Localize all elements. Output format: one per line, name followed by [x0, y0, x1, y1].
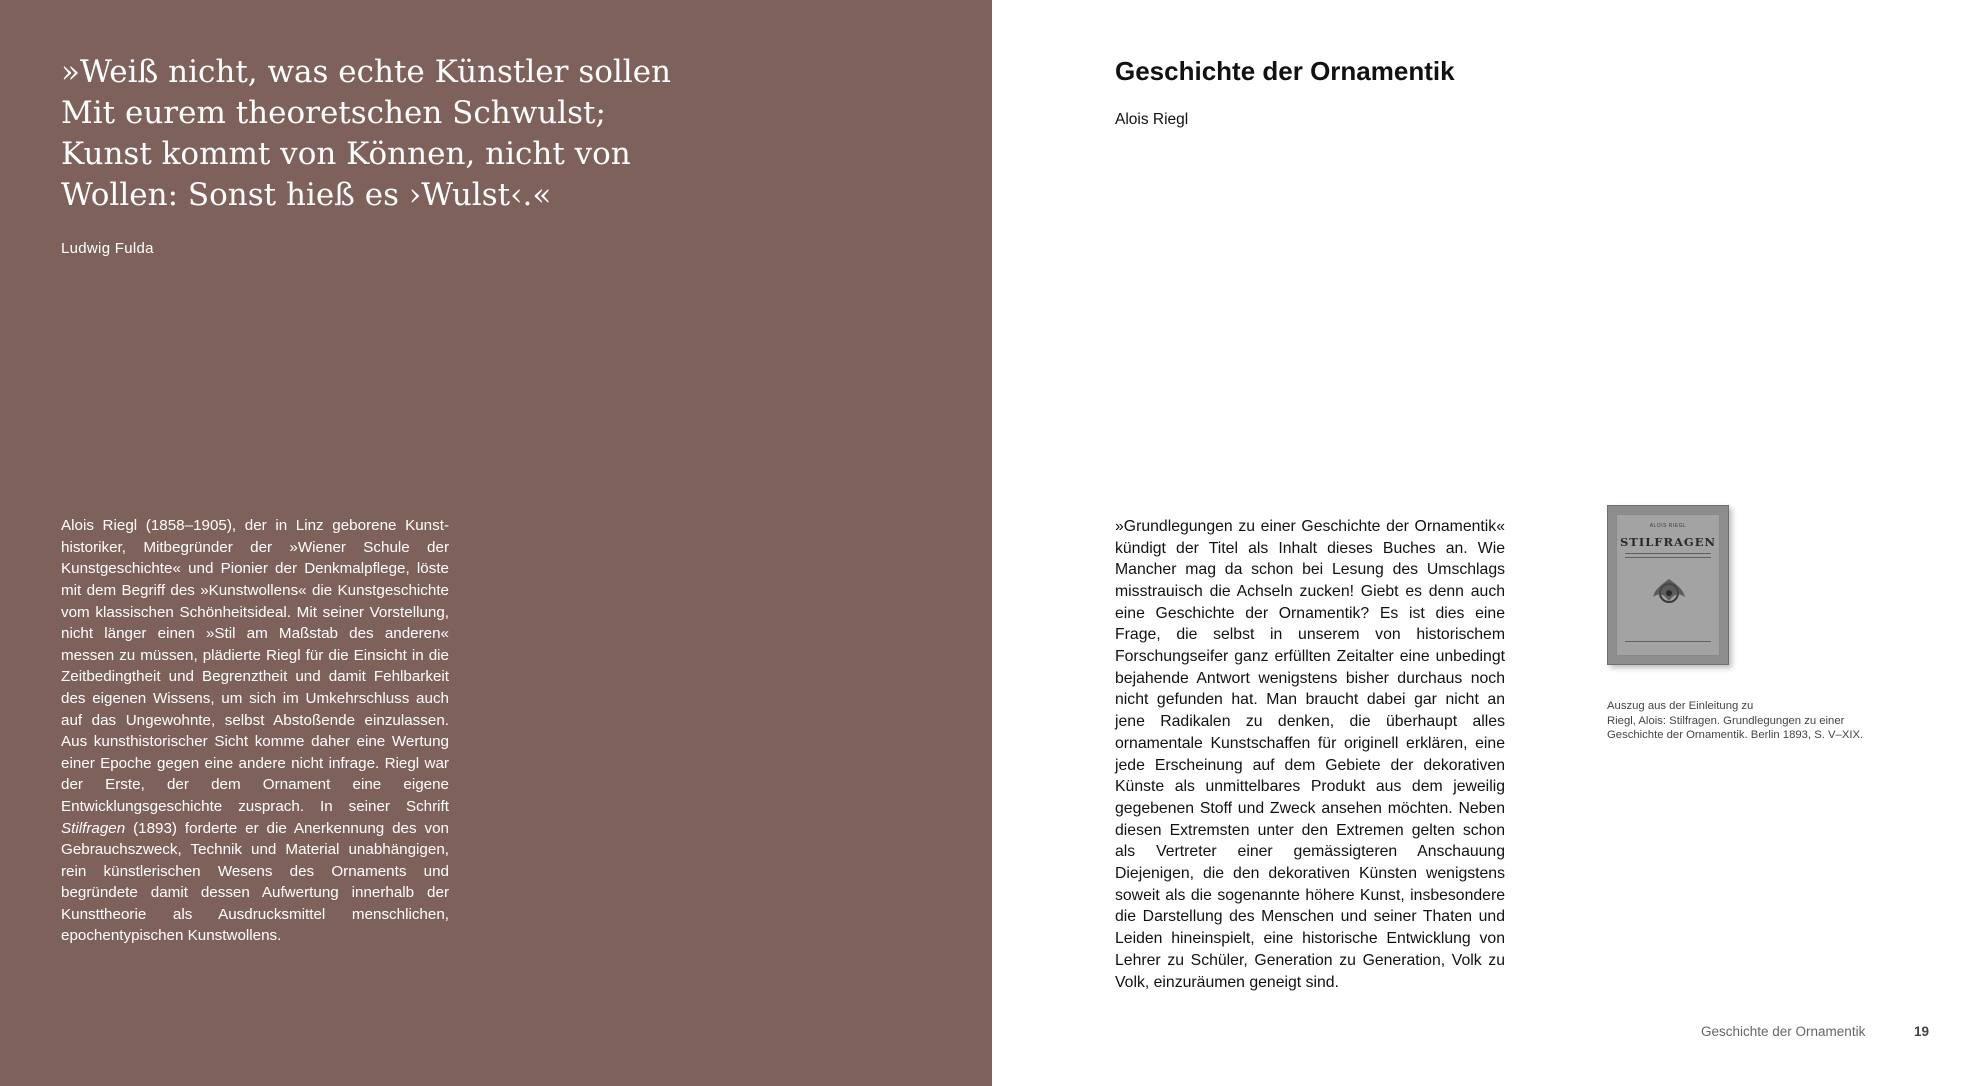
book-cover-title: STILFRAGEN [1619, 535, 1717, 549]
excerpt-paragraph: »Grundlegungen zu einer Geschichte der Ornamentik« kündigt der Titel als Inhalt dieses Buches an. Wie Mancher mag da schon bei Lesung des Umschlags misstrauisch die Achseln zucken! Giebt es denn auch eine Geschichte der Ornamentik? Es ist dies eine Frage, die selbst in unserem von historischem Forschungseifer ganz erfüllten Zeitalter eine unbedingt bejahende Antwort wenigstens bisher durchaus noch nicht gefunden hat. Man braucht dabei gar nicht an jene Radikalen zu denken, die überhaupt alles ornamentale Kunstschaffen für originell erklären, eine jede Erscheinung auf dem Gebiete der dekorativen Künste als unmittelbares Produkt aus dem jeweilig gegebenen Stoff und Zweck ansehen möchten. Neben diesen Extremsten unter den Extremen gelten schon als Vertreter einer gemässigteren Anschauung Diejenigen, die den dekorativen Künsten wenigstens soweit als die sogenannte höhere Kunst, insbesondere die Darstellung des Menschen und seiner Thaten und Leiden hineinspielt, eine historische Entwicklung von Lehrer zu Schüler, Generation zu Generation, Volk zu Volk, einzuräumen geneigt sind. [1115, 517, 1505, 991]
running-footer-title: Geschichte der Ornamentik [1701, 1024, 1866, 1039]
book-cover-publisher-rule [1625, 641, 1711, 645]
book-cover-rule [1625, 553, 1711, 558]
quote-line: »Weiß nicht, was echte Künstler sollen [61, 54, 672, 90]
quote [61, 52, 672, 216]
quote-author: Ludwig Fulda [61, 240, 154, 257]
biography-paragraph [61, 515, 449, 947]
book-cover-frame [1616, 514, 1720, 656]
book-cover-image [1607, 505, 1729, 665]
caption-line: Riegl, Alois: Stilfragen. Grundlegungen zu einer [1607, 714, 1845, 727]
caption-line: Auszug aus der Einleitung zu [1607, 700, 1754, 712]
image-caption [1607, 699, 1917, 743]
ornament-icon [1651, 575, 1687, 611]
bio-book-title: Stilfragen [61, 819, 126, 837]
page-number: 19 [1914, 1024, 1930, 1039]
bio-text: Alois Riegl (1858–1905), der in Linz geborene Kunsthistoriker, Mitbegründer der »Wiener Schule der Kunstgeschichte« und Pionier der Denkmalpflege, löste mit dem Begriff des »Kunstwollens« die Kunstgeschichte vom klassischen Schönheitsideal. Mit seiner Vorstellung, nicht länger einen »Stil am Maßstab des anderen« messen zu müssen, plädierte Riegl für die Einsicht in die Zeitbedingtheit und Begrenztheit und damit Fehlbarkeit des eigenen Wissens, um sich im Umkehrschluss auch auf das Ungewohnte, selbst Abstoßende einzulassen. Aus kunsthistorischer Sicht komme daher eine Wertung einer Epoche gegen eine andere nicht infrage. Riegl war der Erste, der dem Ornament eine eigene Entwicklungsgeschichte zusprach. In seiner Schrift [61, 517, 449, 815]
bio-text-continued: (1893) forderte er die Anerkennung des von Gebrauchszweck, Technik und Material unabhängigen, rein künstlerischen Wesens des Ornaments und begründete damit dessen Aufwertung innerhalb der Kunsttheorie als Ausdrucksmittel menschlichen, epochentypischen Kunstwollens. [61, 819, 449, 945]
right-page [992, 0, 1984, 1086]
quote-line: Wollen: Sonst hieß es ›Wulst‹.« [61, 177, 552, 213]
chapter-title: Geschichte der Ornamentik [1115, 56, 1455, 86]
caption-line: Geschichte der Ornamentik. Berlin 1893, S. V–XIX. [1607, 729, 1864, 741]
chapter-author: Alois Riegl [1115, 111, 1189, 128]
book-cover-author: ALOIS RIEGL [1649, 523, 1687, 529]
quote-line: Mit eurem theoretschen Schwulst; [61, 95, 606, 131]
quote-line: Kunst kommt von Können, nicht von [61, 136, 631, 172]
